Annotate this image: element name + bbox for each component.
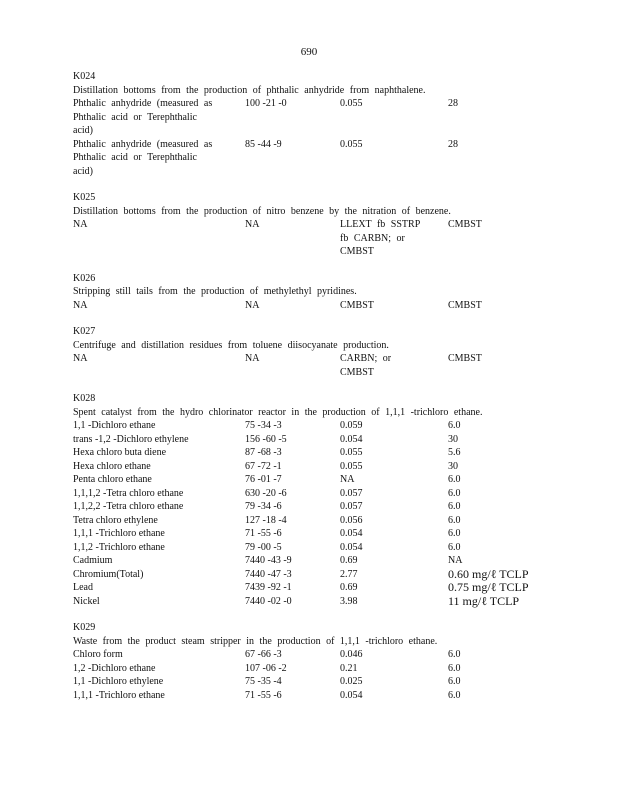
table-row <box>73 514 543 528</box>
nonwastewater-standard: 6.0 <box>448 649 461 660</box>
cas-number: 76 -01 -7 <box>245 474 282 485</box>
section-k026 <box>73 272 543 313</box>
section-k027 <box>73 325 543 379</box>
nonwastewater-standard: 6.0 <box>448 541 461 553</box>
cas-number: 630 -20 -6 <box>245 487 287 499</box>
nonwastewater-standard: 5.6 <box>448 447 461 458</box>
constituent-name: Penta chloro ethane <box>73 474 152 485</box>
wastewater-concentration: 0.055 <box>340 138 363 150</box>
table-row <box>73 675 543 689</box>
table-row <box>73 541 543 555</box>
cas-number: 71 -55 -6 <box>245 528 282 539</box>
table-row <box>73 595 543 609</box>
wastewater-concentration: 3.98 <box>340 595 358 607</box>
nonwastewater-standard: 6.0 <box>448 514 461 526</box>
constituent-name: 1,1,1 -Trichloro ethane <box>73 528 165 539</box>
constituent-name: NA <box>73 219 88 230</box>
constituent-name: Phthalic anhydride (measured as Phthalic acid or Terephthalic acid) <box>73 138 213 177</box>
nonwastewater-standard: 0.75 mg/ℓ TCLP <box>448 580 529 594</box>
cas-number: 79 -34 -6 <box>245 501 282 512</box>
cas-number: 67 -72 -1 <box>245 460 282 472</box>
table-row <box>73 97 543 138</box>
wastewater-concentration: 0.054 <box>340 433 363 445</box>
table-row <box>73 446 543 460</box>
nonwastewater-standard: 30 <box>448 433 458 445</box>
constituent-table <box>73 648 543 702</box>
nonwastewater-standard: CMBST <box>448 219 482 230</box>
nonwastewater-standard: 30 <box>448 460 458 472</box>
waste-code: K028 <box>73 393 96 404</box>
table-row <box>73 568 543 582</box>
cas-number: 7440 -47 -3 <box>245 568 292 580</box>
constituent-name: NA <box>73 299 88 311</box>
waste-description: Distillation bottoms from the production of phthalic anhydride from naphthalene. <box>73 84 426 96</box>
section-k028 <box>73 392 543 608</box>
cas-number: 7440 -02 -0 <box>245 595 292 607</box>
cas-number: 85 -44 -9 <box>245 138 282 150</box>
cas-number: NA <box>245 219 260 230</box>
constituent-name: Tetra chloro ethylene <box>73 514 158 526</box>
wastewater-concentration: NA <box>340 474 355 485</box>
nonwastewater-standard: 6.0 <box>448 474 461 485</box>
nonwastewater-standard: 6.0 <box>448 528 461 539</box>
table-row <box>73 581 543 595</box>
table-row <box>73 460 543 474</box>
wastewater-concentration: 0.054 <box>340 689 363 701</box>
table-row <box>73 554 543 568</box>
wastewater-concentration: 0.056 <box>340 514 363 526</box>
wastewater-concentration: 0.69 <box>340 582 358 593</box>
cas-number: 87 -68 -3 <box>245 447 282 458</box>
cas-number: 107 -06 -2 <box>245 662 287 674</box>
constituent-name: Chloro form <box>73 649 123 660</box>
cas-number: NA <box>245 299 260 311</box>
table-row <box>73 487 543 501</box>
page-content <box>73 70 543 715</box>
nonwastewater-standard: 6.0 <box>448 689 461 701</box>
constituent-name: 1,1,1 -Trichloro ethane <box>73 689 165 701</box>
wastewater-concentration: CARBN; or CMBST <box>340 353 392 378</box>
constituent-name: Chromium(Total) <box>73 568 144 580</box>
constituent-name: 1,1,2 -Trichloro ethane <box>73 541 165 553</box>
section-k025 <box>73 191 543 259</box>
table-row <box>73 662 543 676</box>
nonwastewater-standard: 0.60 mg/ℓ TCLP <box>448 566 529 581</box>
cas-number: 7439 -92 -1 <box>245 582 292 593</box>
constituent-name: Lead <box>73 582 93 593</box>
constituent-name: 1,1 -Dichloro ethane <box>73 420 156 431</box>
section-k029 <box>73 621 543 702</box>
waste-description: Stripping still tails from the production of methylethyl pyridines. <box>73 286 357 297</box>
table-row <box>73 473 543 487</box>
nonwastewater-standard: CMBST <box>448 299 482 311</box>
wastewater-concentration: 0.046 <box>340 649 363 660</box>
table-row <box>73 218 543 259</box>
table-row <box>73 299 543 313</box>
constituent-table <box>73 419 543 608</box>
constituent-name: Nickel <box>73 595 100 607</box>
constituent-name: 1,2 -Dichloro ethane <box>73 662 156 674</box>
wastewater-concentration: 0.69 <box>340 555 358 566</box>
waste-description: Distillation bottoms from the production of nitro benzene by the nitration of benzene. <box>73 205 451 217</box>
cas-number: 71 -55 -6 <box>245 689 282 701</box>
table-row <box>73 500 543 514</box>
waste-code: K026 <box>73 272 96 284</box>
waste-code: K024 <box>73 71 96 82</box>
waste-description: Waste from the product steam stripper in the production of 1,1,1 -trichloro ethane. <box>73 635 438 647</box>
constituent-name: trans -1,2 -Dichloro ethylene <box>73 433 189 445</box>
section-k024 <box>73 70 543 178</box>
constituent-name: Phthalic anhydride (measured as Phthalic acid or Terephthalic acid) <box>73 98 213 136</box>
cas-number: 156 -60 -5 <box>245 433 287 445</box>
nonwastewater-standard: 28 <box>448 138 458 150</box>
wastewater-concentration: LLEXT fb SSTRP fb CARBN; or CMBST <box>340 219 421 257</box>
cas-number: 100 -21 -0 <box>245 98 287 109</box>
waste-code: K029 <box>73 622 96 633</box>
wastewater-concentration: 0.055 <box>340 98 363 109</box>
wastewater-concentration: 0.055 <box>340 460 363 472</box>
table-row <box>73 138 543 179</box>
nonwastewater-standard: NA <box>448 555 463 566</box>
constituent-name: 1,1,2,2 -Tetra chloro ethane <box>73 501 184 512</box>
constituent-name: NA <box>73 353 88 364</box>
nonwastewater-standard: 6.0 <box>448 662 461 674</box>
waste-description: Centrifuge and distillation residues from toluene diisocyanate production. <box>73 339 389 351</box>
table-row <box>73 648 543 662</box>
constituent-name: 1,1,1,2 -Tetra chloro ethane <box>73 487 184 499</box>
table-row <box>73 419 543 433</box>
wastewater-concentration: 0.21 <box>340 662 358 674</box>
constituent-name: Hexa chloro ethane <box>73 460 151 472</box>
nonwastewater-standard: CMBST <box>448 353 482 364</box>
constituent-name: Hexa chloro buta diene <box>73 447 167 458</box>
wastewater-concentration: 2.77 <box>340 568 358 580</box>
wastewater-concentration: CMBST <box>340 299 374 311</box>
wastewater-concentration: 0.054 <box>340 541 363 553</box>
nonwastewater-standard: 6.0 <box>448 487 461 499</box>
cas-number: 127 -18 -4 <box>245 514 287 526</box>
cas-number: 67 -66 -3 <box>245 649 282 660</box>
waste-code: K025 <box>73 192 96 203</box>
wastewater-concentration: 0.057 <box>340 501 363 512</box>
wastewater-concentration: 0.025 <box>340 676 363 687</box>
table-row <box>73 352 543 379</box>
cas-number: 7440 -43 -9 <box>245 555 292 566</box>
table-row <box>73 527 543 541</box>
nonwastewater-standard: 6.0 <box>448 501 461 512</box>
wastewater-concentration: 0.057 <box>340 487 363 499</box>
table-row <box>73 689 543 703</box>
nonwastewater-standard: 6.0 <box>448 420 461 431</box>
nonwastewater-standard: 11 mg/ℓ TCLP <box>448 593 520 608</box>
wastewater-concentration: 0.059 <box>340 420 363 431</box>
waste-description: Spent catalyst from the hydro chlorinator reactor in the production of 1,1,1 -trichloro ethane. <box>73 406 483 418</box>
cas-number: 79 -00 -5 <box>245 541 282 553</box>
constituent-name: 1,1 -Dichloro ethylene <box>73 676 164 687</box>
cas-number: 75 -34 -3 <box>245 420 282 431</box>
constituent-name: Cadmium <box>73 555 113 566</box>
cas-number: 75 -35 -4 <box>245 676 282 687</box>
nonwastewater-standard: 6.0 <box>448 676 461 687</box>
wastewater-concentration: 0.055 <box>340 447 363 458</box>
waste-code: K027 <box>73 326 96 337</box>
table-row <box>73 433 543 447</box>
wastewater-concentration: 0.054 <box>340 528 363 539</box>
page-number: 690 <box>300 46 318 58</box>
cas-number: NA <box>245 353 260 364</box>
nonwastewater-standard: 28 <box>448 98 458 109</box>
